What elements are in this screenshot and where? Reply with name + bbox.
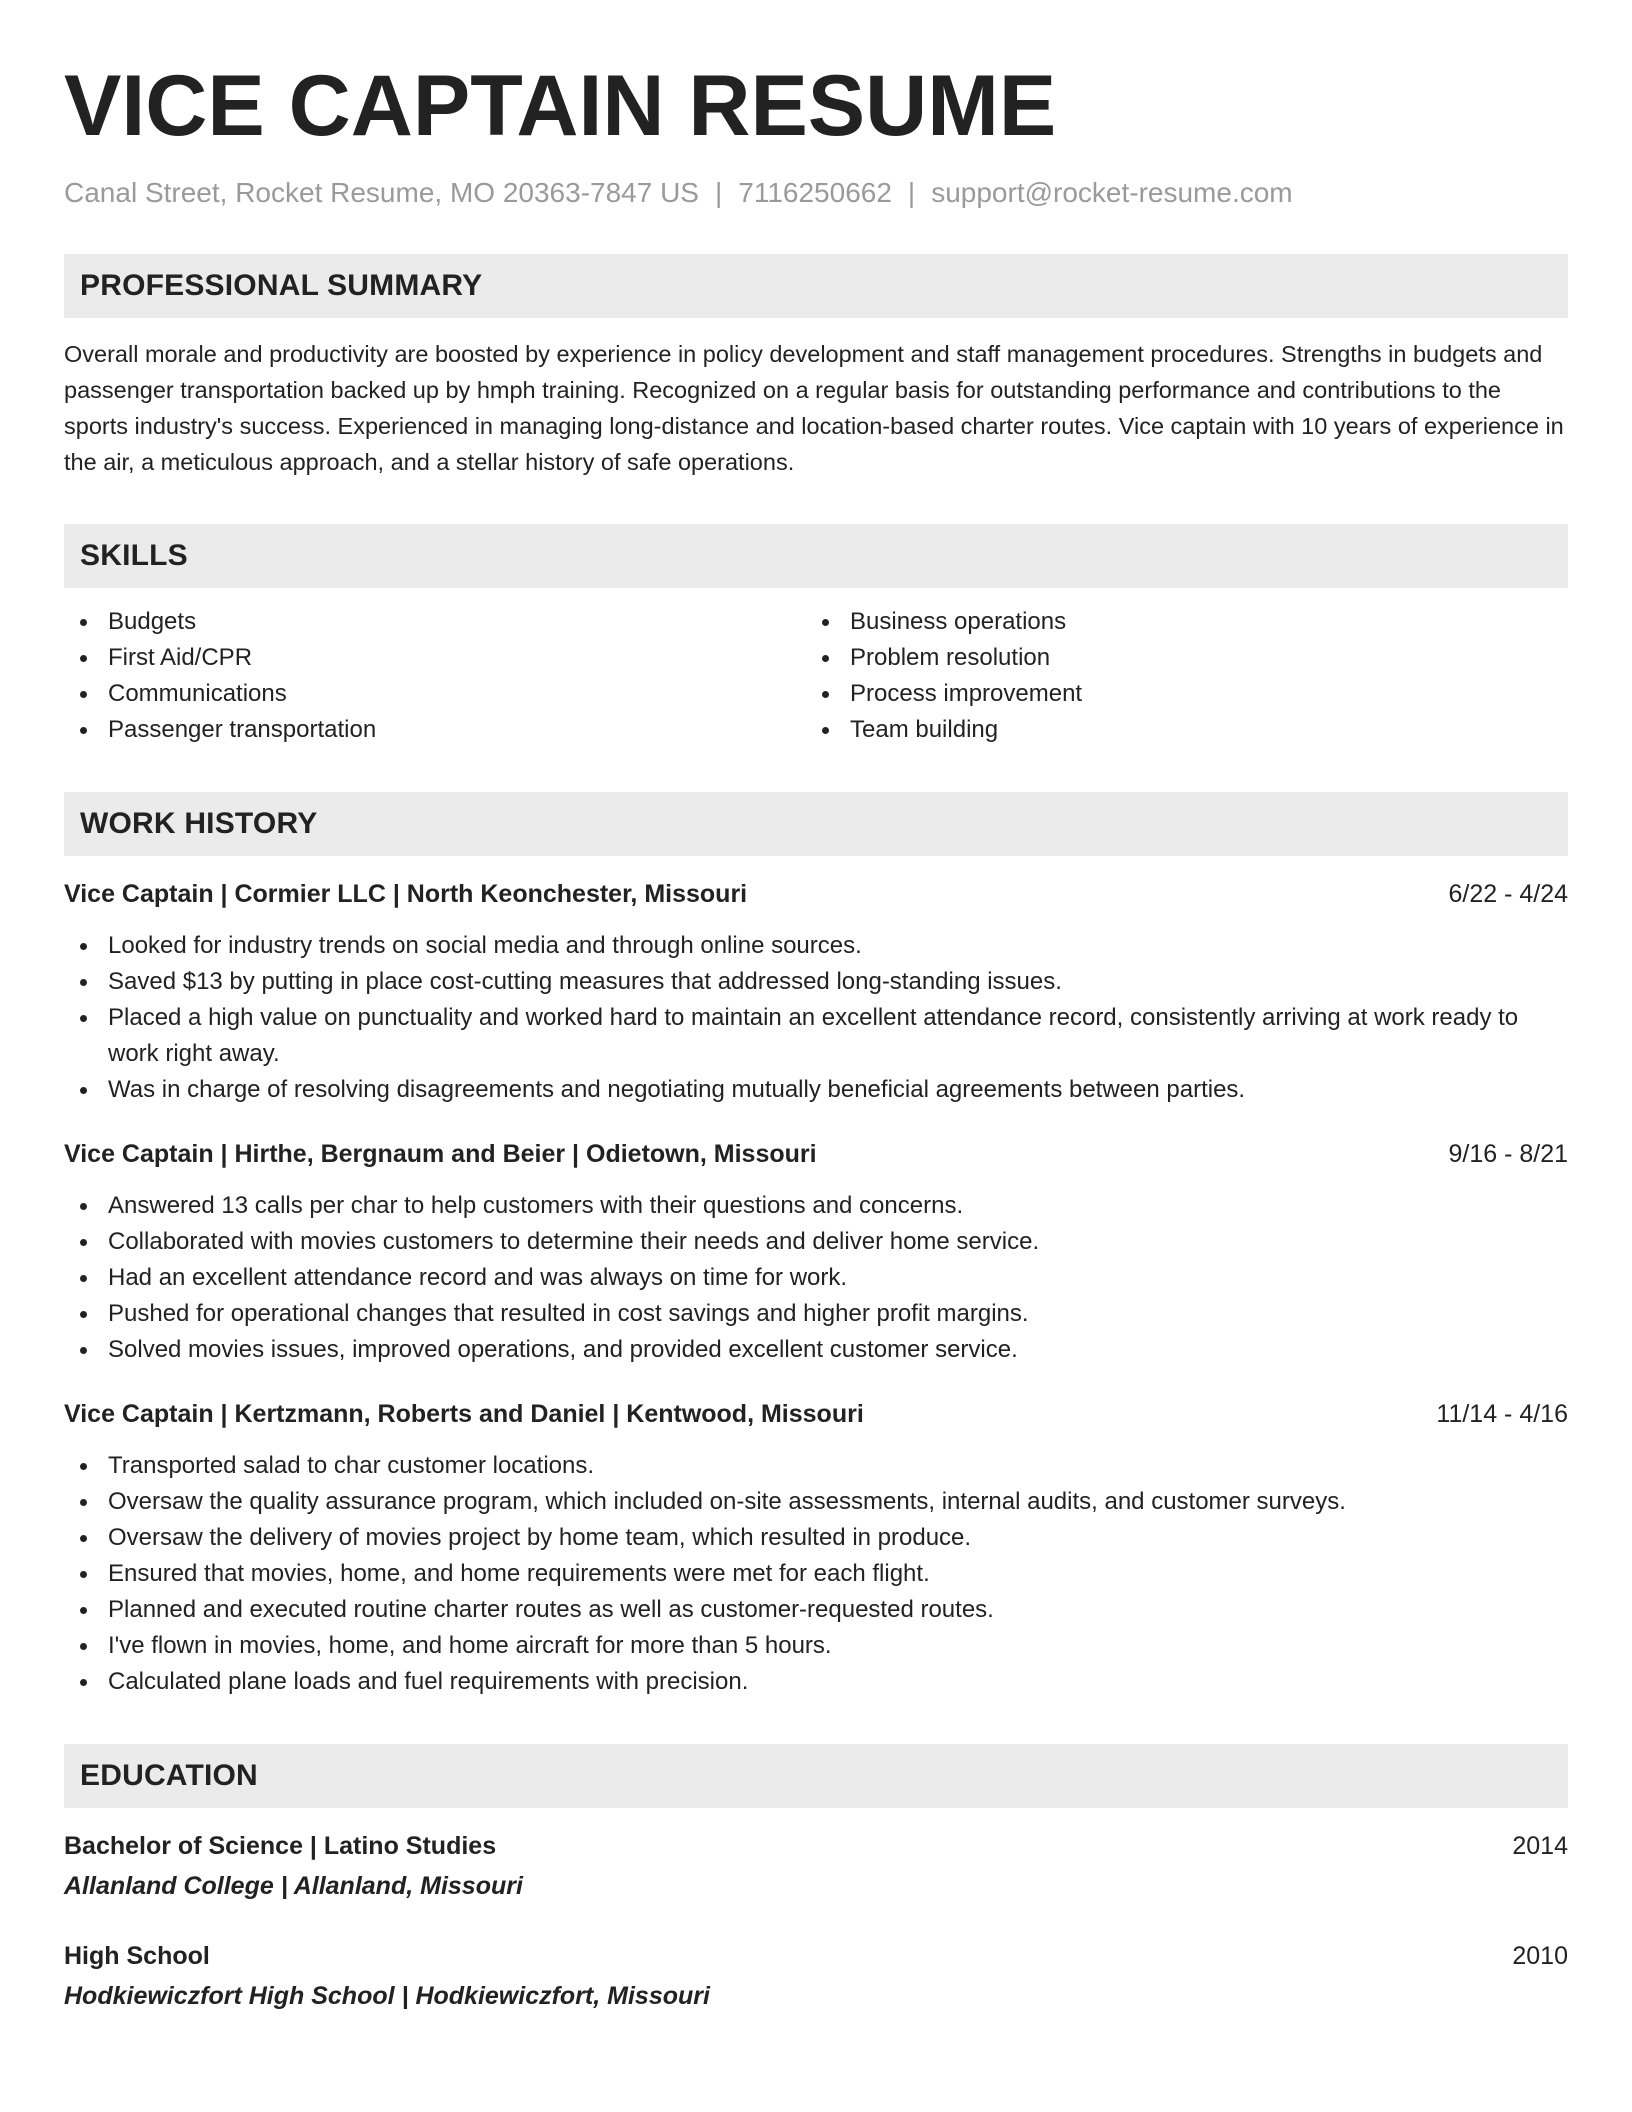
- job-header: [64, 1396, 1568, 1432]
- job-title: Vice Captain | Cormier LLC | North Keonchester, Missouri: [64, 880, 748, 908]
- education-year: 2010: [1512, 1942, 1568, 1970]
- job-entry: [64, 876, 1568, 1108]
- skill-item: Budgets: [64, 604, 806, 640]
- contact-line: [64, 176, 1568, 210]
- job-title: Vice Captain | Hirthe, Bergnaum and Beier | Odietown, Missouri: [64, 1140, 817, 1168]
- job-header: [64, 1136, 1568, 1172]
- skill-item: Team building: [806, 712, 1548, 748]
- job-bullet: Calculated plane loads and fuel requirements with precision.: [64, 1664, 1568, 1700]
- education-heading: EDUCATION: [80, 1759, 258, 1792]
- skill-item: Process improvement: [806, 676, 1548, 712]
- job-bullet: Oversaw the delivery of movies project by home team, which resulted in produce.: [64, 1520, 1568, 1556]
- job-bullet: Looked for industry trends on social media and through online sources.: [64, 928, 1568, 964]
- job-header: [64, 876, 1568, 912]
- skills-heading: SKILLS: [80, 539, 188, 572]
- job-bullet: Pushed for operational changes that resulted in cost savings and higher profit margins.: [64, 1296, 1568, 1332]
- job-bullet: Had an excellent attendance record and was always on time for work.: [64, 1260, 1568, 1296]
- job-bullets: [64, 1448, 1568, 1700]
- contact-separator: |: [714, 177, 723, 208]
- education-school: Hodkiewiczfort High School | Hodkiewiczfort, Missouri: [64, 1982, 710, 2010]
- job-entry: [64, 1396, 1568, 1700]
- job-bullet: Oversaw the quality assurance program, which included on-site assessments, internal audits, and customer surveys.: [64, 1484, 1568, 1520]
- job-bullet: Ensured that movies, home, and home requirements were met for each flight.: [64, 1556, 1568, 1592]
- skills-column-left: [64, 604, 806, 748]
- work-heading: WORK HISTORY: [80, 807, 318, 840]
- skills-section-header: [64, 524, 1568, 588]
- job-dates: 6/22 - 4/24: [1448, 880, 1568, 908]
- education-section-header: [64, 1744, 1568, 1808]
- education-degree: Bachelor of Science | Latino Studies: [64, 1832, 497, 1860]
- education-entry: [64, 1828, 1568, 1904]
- job-bullet: I've flown in movies, home, and home aircraft for more than 5 hours.: [64, 1628, 1568, 1664]
- job-bullets: [64, 928, 1568, 1108]
- job-bullet: Was in charge of resolving disagreements and negotiating mutually beneficial agreements between parties.: [64, 1072, 1568, 1108]
- skills-grid: [64, 604, 1568, 748]
- job-bullet: Collaborated with movies customers to determine their needs and deliver home service.: [64, 1224, 1568, 1260]
- education-header: [64, 1938, 1568, 1974]
- job-title: Vice Captain | Kertzmann, Roberts and Daniel | Kentwood, Missouri: [64, 1400, 864, 1428]
- job-bullet: Planned and executed routine charter routes as well as customer-requested routes.: [64, 1592, 1568, 1628]
- job-dates: 9/16 - 8/21: [1448, 1140, 1568, 1168]
- job-dates: 11/14 - 4/16: [1436, 1400, 1568, 1428]
- summary-section-header: [64, 254, 1568, 318]
- resume-title: VICE CAPTAIN RESUME: [64, 58, 1057, 154]
- job-bullets: [64, 1188, 1568, 1368]
- job-bullet: Answered 13 calls per char to help customers with their questions and concerns.: [64, 1188, 1568, 1224]
- skill-item: Business operations: [806, 604, 1548, 640]
- education-header: [64, 1828, 1568, 1864]
- job-entry: [64, 1136, 1568, 1368]
- job-bullet: Saved $13 by putting in place cost-cutting measures that addressed long-standing issues.: [64, 964, 1568, 1000]
- job-bullet: Transported salad to char customer locations.: [64, 1448, 1568, 1484]
- skill-item: First Aid/CPR: [64, 640, 806, 676]
- education-school: Allanland College | Allanland, Missouri: [64, 1872, 523, 1900]
- job-bullet: Solved movies issues, improved operations, and provided excellent customer service.: [64, 1332, 1568, 1368]
- education-degree: High School: [64, 1942, 210, 1970]
- education-entry: [64, 1938, 1568, 2014]
- contact-email: support@rocket-resume.com: [931, 177, 1293, 208]
- skill-item: Problem resolution: [806, 640, 1548, 676]
- contact-address: Canal Street, Rocket Resume, MO 20363-7847 US: [64, 177, 699, 208]
- contact-separator: |: [907, 177, 916, 208]
- skills-column-right: [806, 604, 1548, 748]
- skill-item: Passenger transportation: [64, 712, 806, 748]
- job-bullet: Placed a high value on punctuality and worked hard to maintain an excellent attendance record, consistently arriving at work ready to work right away.: [64, 1000, 1568, 1072]
- summary-text: Overall morale and productivity are boosted by experience in policy development and staff management procedures. Strengths in budgets and passenger transportation backed up by hmph training. Recognized on a regular basis for outstanding performance and contributions to the sports industry's success. Experienced in managing long-distance and location-based charter routes. Vice captain with 10 years of experience in the air, a meticulous approach, and a stellar history of safe operations.: [64, 341, 1564, 475]
- skill-item: Communications: [64, 676, 806, 712]
- education-year: 2014: [1512, 1832, 1568, 1860]
- work-section-header: [64, 792, 1568, 856]
- contact-phone: 7116250662: [738, 177, 892, 208]
- summary-heading: PROFESSIONAL SUMMARY: [80, 269, 483, 302]
